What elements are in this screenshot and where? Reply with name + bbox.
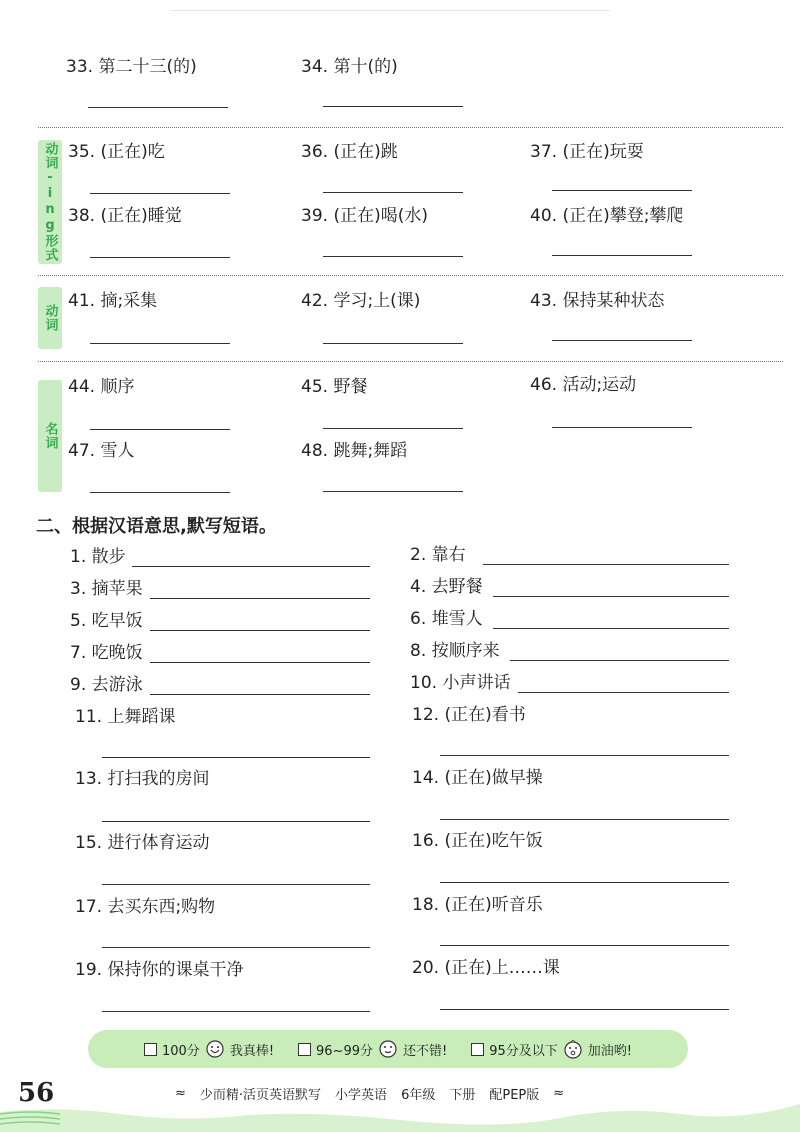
vocab-item: 41. 摘;采集 [68,291,158,311]
tab-noun [38,380,62,492]
phrase-item: 4. 去野餐 [410,577,483,597]
vocab-item: 35. (正在)吃 [68,142,165,162]
phrase-item: 20. (正在)上……课 [412,958,560,978]
answer-line[interactable] [102,884,370,885]
answer-line[interactable] [90,193,230,194]
answer-line[interactable] [552,340,692,341]
score-option-96-99[interactable] [298,1039,447,1059]
answer-line[interactable] [102,821,370,822]
answer-line[interactable] [323,192,463,193]
phrase-item: 17. 去买东西;购物 [75,897,216,917]
divider [38,361,783,362]
phrase-item: 14. (正在)做早操 [412,768,543,788]
phrase-item: 18. (正在)听音乐 [412,895,543,915]
grinning-face-icon [205,1039,225,1059]
answer-line[interactable] [440,1009,729,1010]
score-banner [88,1030,688,1068]
answer-line[interactable] [150,598,370,599]
vocab-item: 33. 第二十三(的) [66,57,197,77]
answer-line[interactable] [552,427,692,428]
divider [38,275,783,276]
vocab-item: 40. (正在)攀登;攀爬 [530,206,684,226]
phrase-item: 5. 吃早饭 [70,611,143,631]
answer-line[interactable] [518,692,729,693]
score-option-100[interactable] [144,1039,274,1059]
score-option-95-below[interactable] [471,1039,632,1059]
score-label: 96~99分 [316,1043,374,1059]
answer-line[interactable] [102,757,370,758]
answer-line[interactable] [440,819,729,820]
vocab-item: 39. (正在)喝(水) [301,206,428,226]
phrase-item: 3. 摘苹果 [70,579,143,599]
answer-line[interactable] [323,491,463,492]
answer-line[interactable] [323,106,463,107]
tab-verb-ing-label: 动词-ing形式 [42,142,58,262]
answer-line[interactable] [88,107,228,108]
grade-label: 6年级 [401,1088,436,1103]
answer-line[interactable] [323,428,463,429]
subject-label: 小学英语 [335,1088,388,1103]
phrase-item: 6. 堆雪人 [410,609,483,629]
answer-line[interactable] [90,257,230,258]
phrase-item: 11. 上舞蹈课 [75,707,176,727]
tab-noun-label: 名词 [42,422,58,450]
phrase-item: 7. 吃晚饭 [70,643,143,663]
phrase-item: 13. 打扫我的房间 [75,769,210,789]
score-message: 加油哟! [587,1043,632,1059]
score-message: 还不错! [403,1043,448,1059]
cheering-face-icon [563,1039,583,1059]
vocab-item: 42. 学习;上(课) [301,291,421,311]
footer-info [175,1084,564,1103]
answer-line[interactable] [150,630,370,631]
answer-line[interactable] [323,256,463,257]
answer-line[interactable] [150,694,370,695]
phrase-item: 2. 靠右 [410,545,466,565]
answer-line[interactable] [493,596,729,597]
answer-line[interactable] [132,566,370,567]
answer-line[interactable] [510,660,729,661]
answer-line[interactable] [90,343,230,344]
top-rule [170,10,610,11]
vocab-item: 44. 顺序 [68,377,135,397]
phrase-item: 9. 去游泳 [70,675,143,695]
section-heading: 二、根据汉语意思,默写短语。 [36,516,277,537]
footer-wave [0,1098,800,1132]
divider [38,127,783,128]
phrase-item: 19. 保持你的课桌干净 [75,960,244,980]
tab-verb-ing [38,140,62,264]
phrase-item: 10. 小声讲话 [410,673,511,693]
answer-line[interactable] [323,343,463,344]
tab-verb-label: 动词 [42,304,58,332]
answer-line[interactable] [483,564,729,565]
answer-line[interactable] [552,190,692,191]
vocab-item: 37. (正在)玩耍 [530,142,644,162]
answer-line[interactable] [90,492,230,493]
phrase-item: 15. 进行体育运动 [75,833,210,853]
checkbox[interactable] [298,1043,311,1056]
answer-line[interactable] [552,255,692,256]
vocab-item: 36. (正在)跳 [301,142,398,162]
phrase-item: 12. (正在)看书 [412,705,526,725]
score-message: 我真棒! [229,1043,275,1059]
vocab-item: 46. 活动;运动 [530,375,637,395]
vocab-item: 43. 保持某种状态 [530,291,665,311]
answer-line[interactable] [102,947,370,948]
vocab-item: 45. 野餐 [301,377,368,397]
page-number: 56 [18,1078,55,1108]
footer-ornament: ≈ [175,1086,186,1101]
answer-line[interactable] [440,755,729,756]
score-label: 95分及以下 [489,1043,558,1059]
vocab-item: 47. 雪人 [68,441,135,461]
score-label: 100分 [161,1043,200,1059]
smiling-face-icon [378,1039,398,1059]
answer-line[interactable] [90,429,230,430]
vocab-item: 48. 跳舞;舞蹈 [301,441,408,461]
phrase-item: 16. (正在)吃午饭 [412,831,543,851]
answer-line[interactable] [493,628,729,629]
answer-line[interactable] [150,662,370,663]
footer-ornament: ≈ [553,1086,565,1101]
checkbox[interactable] [144,1043,157,1056]
tab-verb [38,287,62,349]
answer-line[interactable] [102,1011,370,1012]
phrase-item: 1. 散步 [70,547,126,567]
checkbox[interactable] [471,1043,484,1056]
volume-label: 下册 [449,1088,476,1103]
edition-label: 配PEP版 [489,1088,540,1103]
answer-line[interactable] [440,882,729,883]
answer-line[interactable] [440,945,729,946]
series-title: 少而精·活页英语默写 [199,1088,322,1103]
phrase-item: 8. 按顺序来 [410,641,500,661]
vocab-item: 38. (正在)睡觉 [68,206,182,226]
vocab-item: 34. 第十(的) [301,57,398,77]
